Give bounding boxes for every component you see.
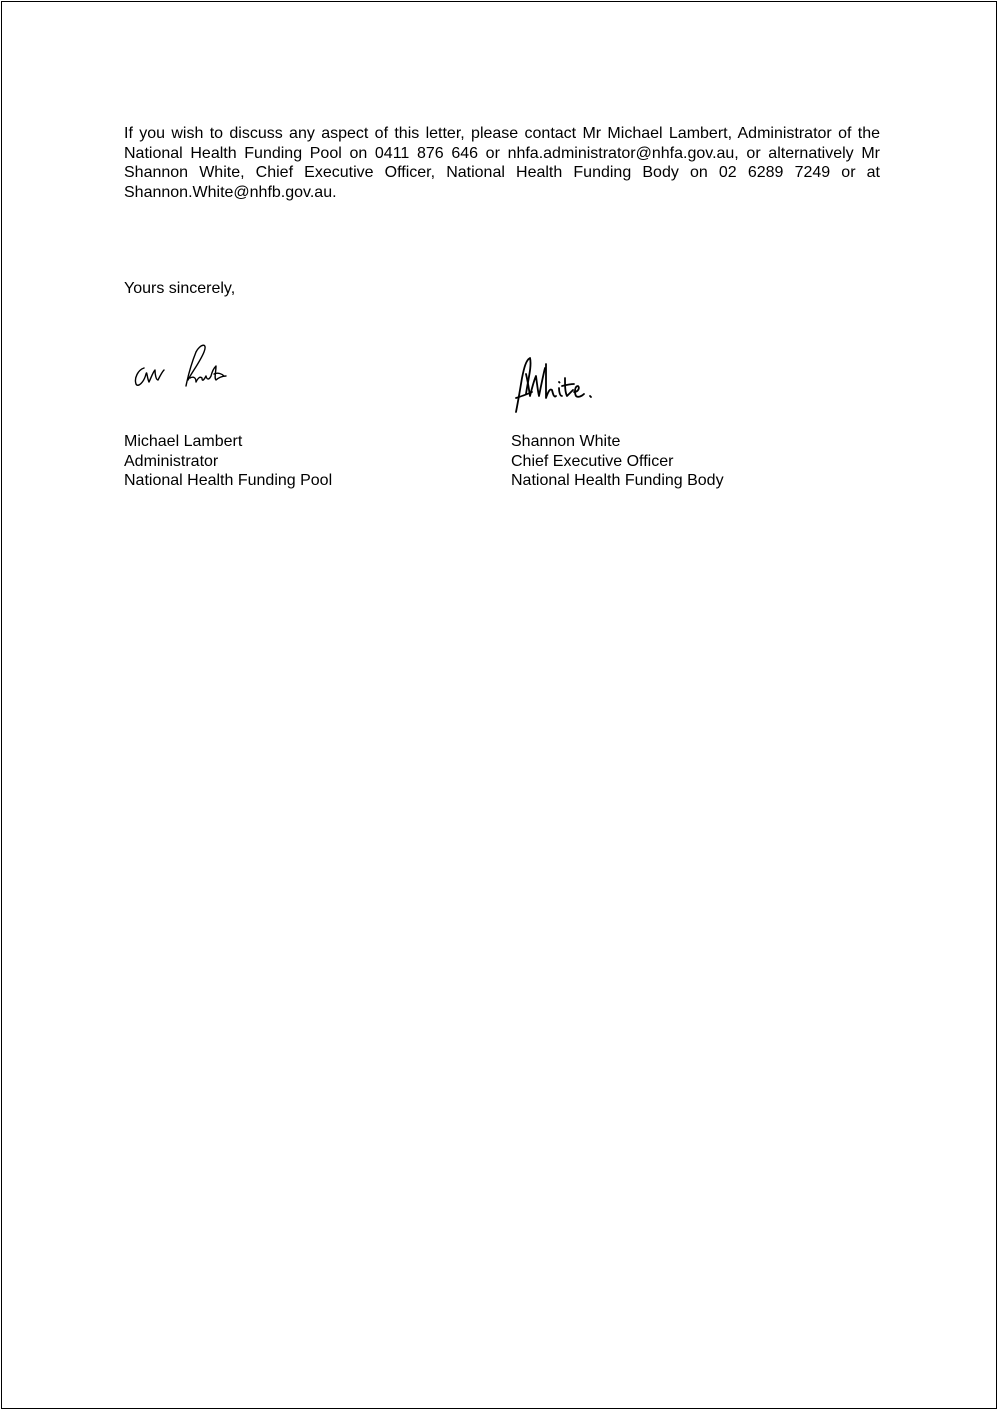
signatory-name: Michael Lambert	[124, 433, 243, 450]
letter-body-paragraph: If you wish to discuss any aspect of this letter, please contact Mr Michael Lambert, Administrator of the National Health Funding Pool on 0411 876 646 or nhfa.administrator@nhfa.gov.au, or alternatively Mr Shannon White, Chief Executive Officer, National Health Funding Body on 02 6289 7249 or at Shannon.White@nhfb.gov.au.	[124, 125, 880, 201]
signatory-organisation: National Health Funding Pool	[124, 472, 333, 489]
letter-page	[1, 1, 997, 1409]
signatory-title: Administrator	[124, 452, 219, 470]
signatory-block-lambert	[124, 432, 332, 491]
signatory-block-white	[511, 432, 724, 491]
signatory-name: Shannon White	[511, 433, 621, 450]
letter-closing: Yours sincerely,	[124, 280, 236, 297]
lambert-signature-icon	[130, 338, 232, 396]
signatory-title: Chief Executive Officer	[511, 452, 674, 470]
signatory-organisation: National Health Funding Body	[511, 472, 724, 489]
white-signature-icon	[512, 354, 604, 416]
